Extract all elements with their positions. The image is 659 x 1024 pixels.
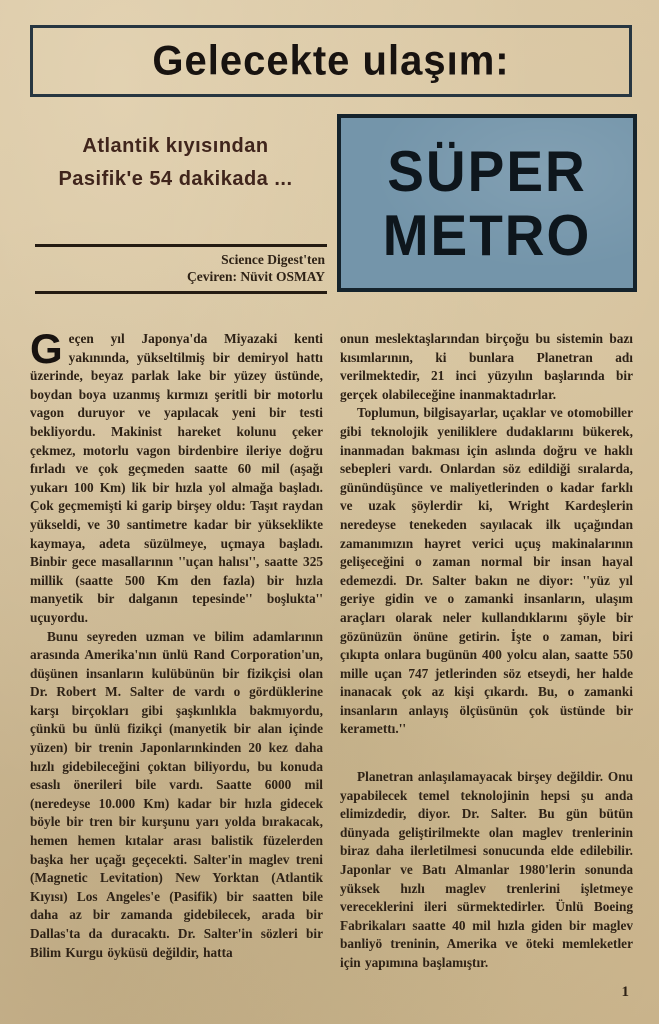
left-column	[30, 330, 323, 994]
paragraph-right-3: Planetran anlaşılamayacak birşey değildir. Onu yapabilecek temel teknolojinin hepsi şu anda elimizdedir, diyor. Dr. Salter. Bu gün bütün dünyada geliştirilmekte olan maglev trenlerinin biraz daha ilerletilmesi sonucunda elde edilebilir. Japonlar ve Batı Almanlar 1980'lerin sonunda yüksek hızlı maglev trenlerini işletmeye vereceklerini ileri sürmektedirler. Ünlü Boeing Fabrikaları saatte 40 mil hızla giden bir maglev banliyö treninin, Amerika ve öteki memleketler için yapımına başlamıştır.	[340, 769, 633, 970]
article-kicker-title: Gelecekte ulaşım:	[152, 37, 510, 84]
paragraph-left-2: Bunu seyreden uzman ve bilim adamlarının arasında Amerika'nın ünlü Rand Corporation'un, düşünen insanların kulübünün bir fizikçisi olan Dr. Robert M. Salter de vardı o gördüklerine karşı birçokları gibi şaşkınlıkla bakmıyordu, çünkü bu ünlü fizikçi (manyetik bir alan içinde yüzen) bir trenin Japonlarınkinden 20 kez daha hızlı gidebileceğini çoktan biliyordu, bu konuda esaslı önerileri bile vardı. Saatte 6000 mil (neredeyse 10.000 Km) kadar bir hızla gidecek böyle bir tren bir kurşunu yarı yolda bırakacak, hemen hemen kıtalar arası balistik füzelerden başka her uçağı geçecekti. Salter'in maglev treni (Magnetic Levitation) New Yorktan (Atlantik Kıyısı) Los Angeles'e (Pasifik) bir saatten bile daha az bir zamanda gidebilecek, arada bir Dallas'ta da duracaktı. Dr. Salter'in sözleri bir Bilim Kurgu öyküsü değildir, hatta	[30, 628, 323, 960]
title-banner-line-2: METRO	[382, 202, 592, 268]
credit-block	[35, 244, 327, 294]
right-column	[340, 330, 633, 994]
title-banner	[337, 114, 637, 292]
paragraph-right-1: onun meslektaşlarından birçoğu bu sistemin bazı kısımlarının, ki bunlara Planetran adı verilmektedir, 21 inci yüzyılın başlarında bir gerçek olabileceğine inanmaktadırlar.	[340, 331, 633, 402]
paragraph-left-1	[30, 330, 323, 628]
subheading-line-1: Atlantik kıyısından	[82, 135, 269, 157]
article-subheading	[48, 130, 303, 196]
paragraph-left-1-text: eçen yıl Japonya'da Miyazaki kenti yakınında, yükseltilmiş bir demiryol hattı üzerinde, beyaz parlak lake bir yüzey üstünde, boydan boya uzanmış kırmızı şeritli bir motorlu vagon duruyor ve yapılacak yeni bir testi bekliyordu. Makinist hareket kolunu çeker çekmez, motorlu vagon birdenbire ileriye doğru fırladı ve çok geçmeden saatte 60 mil (aşağı yukarı 100 Km) lik bir hızla yol almağa başladı. Çok geçmemişti ki garip birşey oldu: Taşıt raydan yükseldi, ve 30 santimetre kadar bir yükseklikte kaymaya, adeta süzülmeye, uçmaya başladı. Binbir gece masallarının ''uçan halısı'', saatte 325 millik (saatte 500 Km den fazla) bir hızla manyetik bir dalganın tepesinde'' boşlukta'' uçuyordu.	[30, 331, 323, 625]
credit-source: Science Digest'ten	[221, 252, 325, 267]
credit-translator: Çeviren: Nüvit OSMAY	[187, 269, 325, 284]
subheading-line-2: Pasifik'e 54 dakikada ...	[58, 168, 293, 190]
drop-cap: G	[30, 330, 63, 372]
paragraph-right-2: Toplumun, bilgisayarlar, uçaklar ve otomobiller gibi teknolojik yeniliklere dudaklarını bükerek, inanmadan bakması için aslında doğru ve haklı sebepleri vardı. Onlardan söz edildiği sıralarda, günündüşünce ve maliyetlerinden o kadar farklı ve uzak şöylerdir ki, Wright Kardeşlerin neredeyse tenekeden sayılacak ilk uçağından zamanımızın hayret verici uçuş makinalarının gelişeceğini o zaman normal bir insan hayal edemezdi. Dr. Salter bakın ne diyor: ''yüz yıl geriye gidin ve o zamanki insanların, ulaşım araçları olarak neler kullandıklarını şöyle bir gözünüzün önüne getirin. İşte o zaman, biri çıkıpta onlara bugünün 400 yolcu alan, saatte 550 mille uçan 747 jetlerinden söz etseydi, her halde inanacak çok az kişi çıkardı. Bu, o zamanki insanların anlayış ölçüsünün çok üstünde bir keramettı.''	[340, 405, 633, 737]
article-kicker-box	[30, 25, 632, 97]
page-number: 1	[621, 984, 629, 1000]
title-banner-line-1: SÜPER	[387, 138, 587, 204]
